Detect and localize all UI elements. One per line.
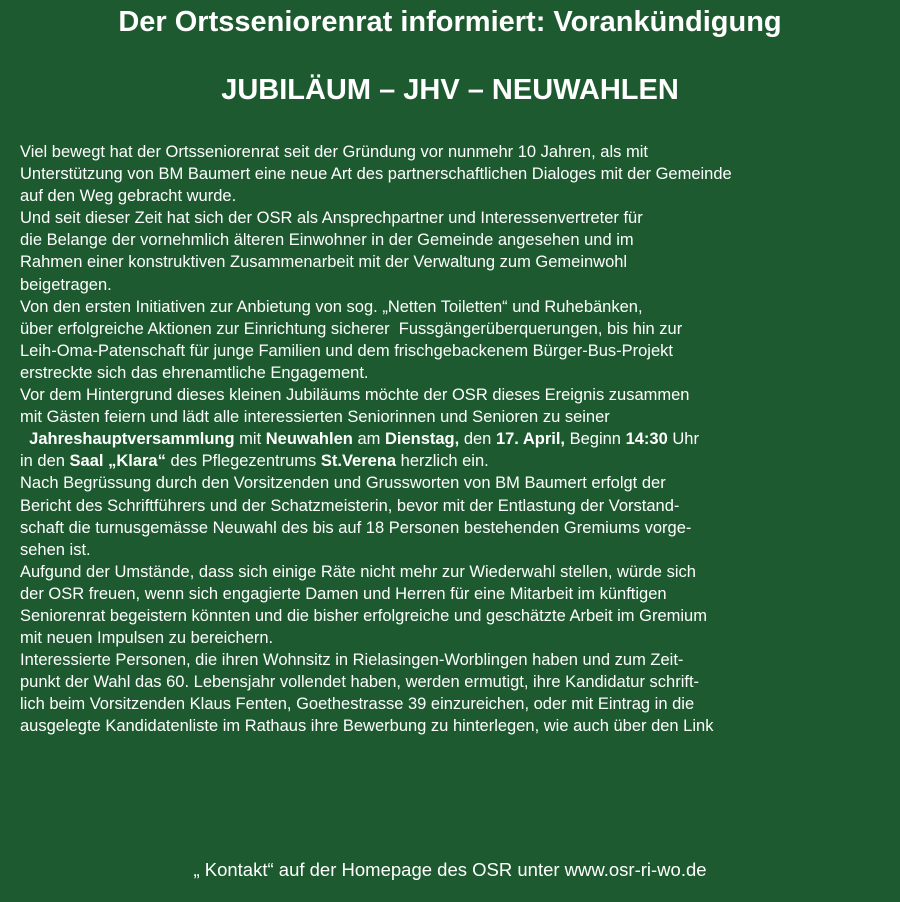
text-fragment: herzlich ein. (396, 452, 489, 471)
body-line: Interessierte Personen, die ihren Wohnsitz in Rielasingen-Worblingen haben und zum Zeit- (20, 651, 684, 670)
event-room: Saal „Klara“ (69, 452, 166, 471)
body-line: Unterstützung von BM Baumert eine neue Art des partnerschaftlichen Dialoges mit der Gemeinde (20, 165, 732, 184)
event-details-line (20, 428, 890, 450)
body-line: mit neuen Impulsen zu bereichern. (20, 629, 274, 648)
body-line: Nach Begrüssung durch den Vorsitzenden und Grussworten von BM Baumert erfolgt der (20, 474, 666, 493)
text-fragment: Uhr (667, 430, 699, 449)
body-line: Aufgund der Umstände, dass sich einige Räte nicht mehr zur Wiederwahl stellen, würde sich (20, 562, 696, 581)
event-elections: Neuwahlen (265, 430, 353, 449)
text-fragment: in den (20, 452, 70, 471)
event-time: 14:30 (625, 430, 668, 449)
body-line: beigetragen. (20, 275, 112, 294)
event-weekday: Dienstag, (384, 430, 460, 449)
body-line: schaft die turnusgemässe Neuwahl des bis auf 18 Personen bestehenden Gremiums vorge- (20, 518, 692, 537)
text-fragment: Beginn (565, 430, 626, 449)
announcement-body (20, 141, 890, 738)
body-line: ausgelegte Kandidatenliste im Rathaus ihre Bewerbung zu hinterlegen, wie auch über den Link (20, 717, 714, 736)
body-line: Von den ersten Initiativen zur Anbietung von sog. „Netten Toiletten“ und Ruhebänken, (20, 297, 643, 316)
body-line: sehen ist. (20, 540, 91, 559)
body-line: Und seit dieser Zeit hat sich der OSR als Ansprechpartner und Interessenvertreter für (20, 209, 643, 228)
body-line: Bericht des Schriftführers und der Schatzmeisterin, bevor mit der Entlastung der Vorstand- (20, 496, 680, 515)
body-line: erstreckte sich das ehrenamtliche Engagement. (20, 363, 369, 382)
body-line: die Belange der vornehmlich älteren Einwohner in der Gemeinde angesehen und im (20, 231, 634, 250)
event-venue: St.Verena (320, 452, 397, 471)
body-line: auf den Weg gebracht wurde. (20, 187, 237, 206)
body-line: Leih-Oma-Patenschaft für junge Familien und dem frischgebackenem Bürger-Bus-Projekt (20, 341, 673, 360)
text-fragment: des Pflegezentrums (165, 452, 321, 471)
body-line: Seniorenrat begeistern könnten und die bisher erfolgreiche und geschätzte Arbeit im Gremium (20, 606, 707, 625)
body-line: Vor dem Hintergrund dieses kleinen Jubiläums möchte der OSR dieses Ereignis zusammen (20, 386, 690, 405)
text-fragment: mit (234, 430, 266, 449)
body-line: mit Gästen feiern und lädt alle interessierten Seniorinnen und Senioren zu seiner (20, 408, 610, 427)
indent (20, 430, 29, 448)
body-line: Rahmen einer konstruktiven Zusammenarbeit mit der Verwaltung zum Gemeinwohl (20, 253, 628, 272)
text-fragment: den (459, 430, 496, 449)
event-location-line (20, 450, 890, 472)
page-subtitle: JUBILÄUM – JHV – NEUWAHLEN (221, 74, 679, 106)
body-line: punkt der Wahl das 60. Lebensjahr vollendet haben, werden ermutigt, ihre Kandidatur schrift- (20, 673, 700, 692)
body-line: Viel bewegt hat der Ortsseniorenrat seit der Gründung vor nunmehr 10 Jahren, als mit (20, 143, 648, 161)
event-date: 17. April, (495, 430, 566, 449)
body-line: über erfolgreiche Aktionen zur Einrichtung sicherer Fussgängerüberquerungen, bis hin zur (20, 319, 683, 338)
text-fragment: am (352, 430, 385, 449)
body-line: der OSR freuen, wenn sich engagierte Damen und Herren für eine Mitarbeit im künftigen (20, 584, 667, 603)
event-name: Jahreshauptversammlung (29, 430, 235, 449)
body-line: lich beim Vorsitzenden Klaus Fenten, Goethestrasse 39 einzureichen, oder mit Eintrag in die (20, 695, 695, 714)
page-title: Der Ortsseniorenrat informiert: Vorankündigung (118, 6, 782, 38)
homepage-contact-note: „ Kontakt“ auf der Homepage des OSR unter www.osr-ri-wo.de (193, 859, 707, 880)
